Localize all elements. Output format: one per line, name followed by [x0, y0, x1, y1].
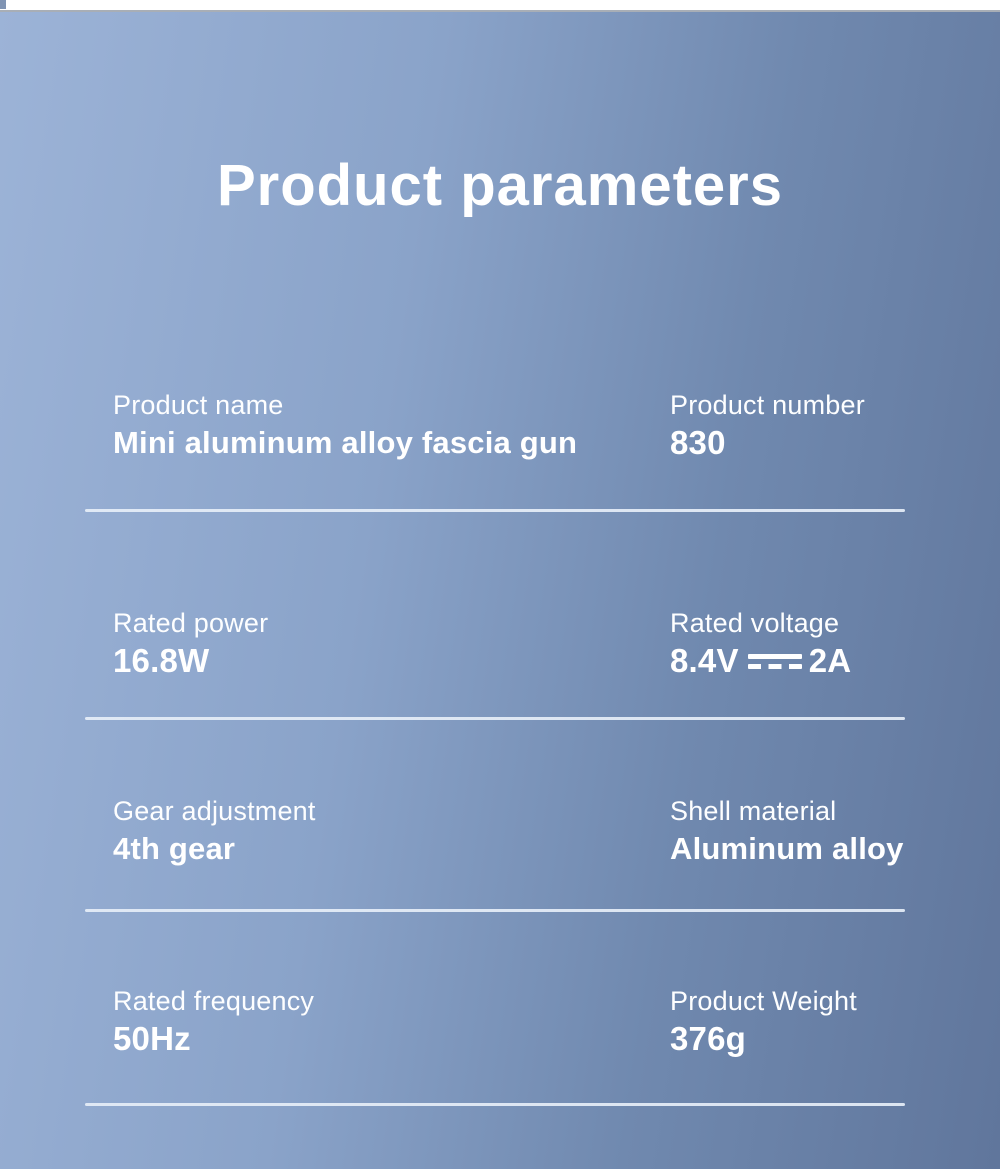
param-label-rated-power: Rated power	[113, 608, 269, 638]
param-label-rated-voltage: Rated voltage	[670, 608, 840, 638]
param-gear-adjustment	[113, 796, 633, 867]
voltage-value: 8.4V	[670, 642, 739, 679]
param-label-shell-material: Shell material	[670, 796, 837, 826]
param-product-name	[113, 390, 633, 461]
param-label-product-name: Product name	[113, 390, 284, 420]
param-label-gear-adjustment: Gear adjustment	[113, 796, 316, 826]
corner-mark	[0, 0, 6, 9]
dc-current-icon	[748, 654, 802, 669]
amperage-value: 2A	[808, 642, 852, 679]
param-label-rated-frequency: Rated frequency	[113, 986, 315, 1016]
param-value-shell-material: Aluminum alloy	[670, 831, 904, 866]
param-value-rated-frequency: 50Hz	[113, 1020, 191, 1057]
param-value-product-weight: 376g	[670, 1020, 747, 1057]
param-shell-material	[670, 796, 990, 867]
param-value-gear-adjustment: 4th gear	[113, 831, 236, 866]
divider-4	[85, 1103, 905, 1106]
param-product-weight	[670, 986, 990, 1057]
divider-1	[85, 509, 905, 512]
top-strip	[0, 0, 1000, 12]
param-value-rated-voltage	[670, 643, 990, 679]
param-value-product-number: 830	[670, 424, 726, 461]
param-value-product-name: Mini aluminum alloy fascia gun	[113, 425, 578, 460]
param-label-product-weight: Product Weight	[670, 986, 857, 1016]
divider-2	[85, 717, 905, 720]
page-title: Product parameters	[217, 153, 783, 218]
param-label-product-number: Product number	[670, 390, 865, 420]
param-value-rated-power: 16.8W	[113, 642, 210, 679]
param-rated-frequency	[113, 986, 633, 1057]
param-rated-power	[113, 608, 633, 679]
divider-3	[85, 909, 905, 912]
param-product-number	[670, 390, 990, 461]
param-rated-voltage	[670, 608, 990, 679]
